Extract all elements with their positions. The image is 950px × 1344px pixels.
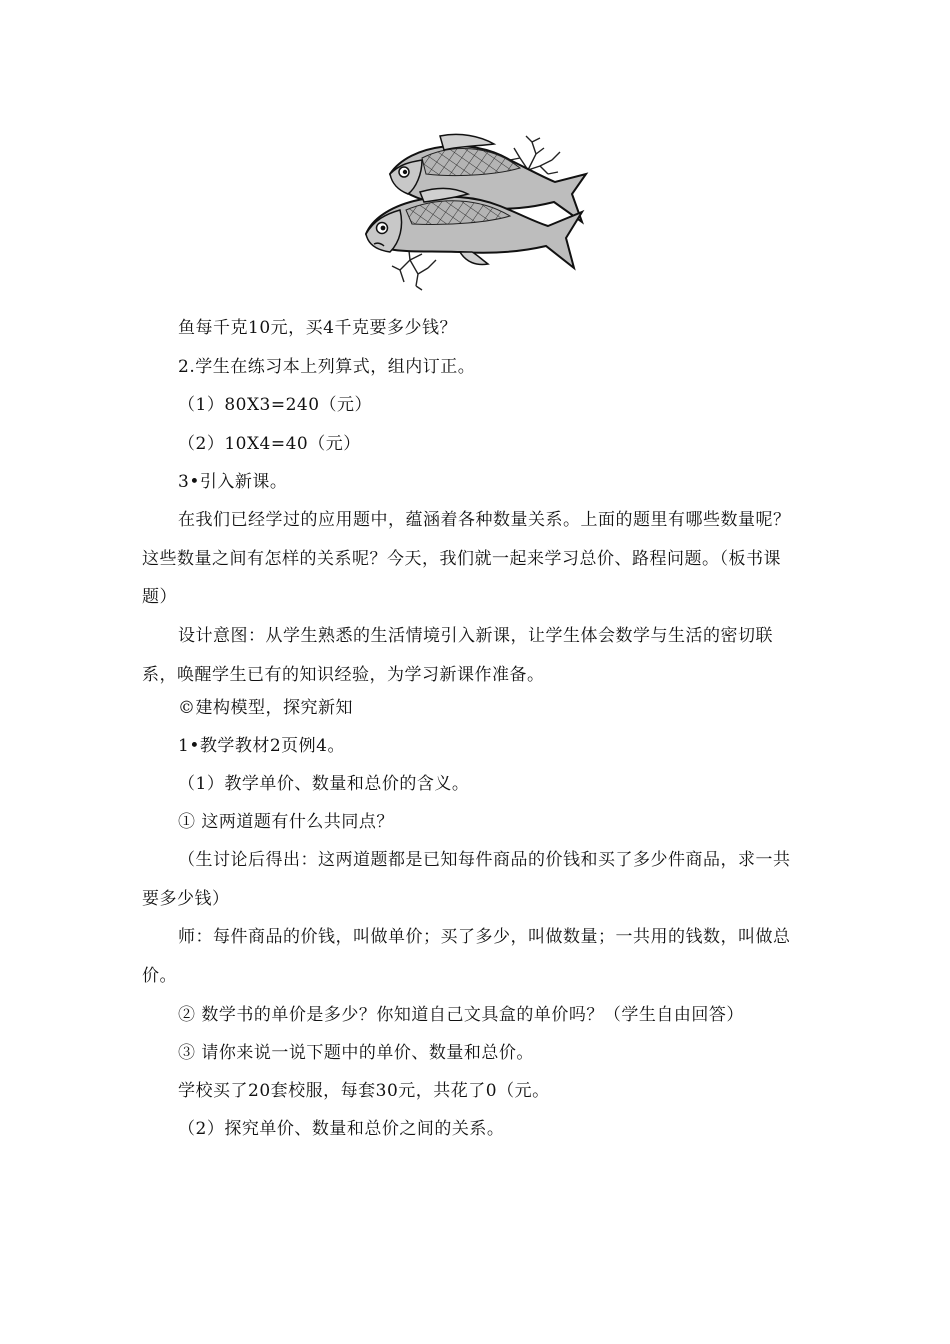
answer-2: （2）10X4=40（元） [178, 434, 361, 454]
section-heading: ©建构模型，探究新知 [178, 698, 353, 718]
question-fish: 鱼每千克10元，买4千克要多少钱？ [178, 318, 457, 338]
subitem-2: （2）探究单价、数量和总价之间的关系。 [178, 1119, 505, 1139]
step-2: 2.学生在练习本上列算式，组内订正。 [178, 357, 476, 377]
subitem-1: （1）教学单价、数量和总价的含义。 [178, 774, 470, 794]
intro-paragraph: 在我们已经学过的应用题中，蕴涵着各种数量关系。上面的题里有哪些数量呢？这些数量之间有怎样的关系呢？今天，我们就一起来学习总价、路程问题。（板书课题） [142, 510, 791, 607]
design-paragraph: 设计意图：从学生熟悉的生活情境引入新课，让学生体会数学与生活的密切联系，唤醒学生已有的知识经验，为学习新课作准备。 [142, 626, 773, 685]
question-2: ② 数学书的单价是多少？你知道自己文具盒的单价吗？（学生自由回答） [178, 1005, 744, 1025]
example-problem: 学校买了20套校服，每套30元，共花了0（元。 [178, 1081, 550, 1101]
teacher-paragraph: 师：每件商品的价钱，叫做单价；买了多少，叫做数量；一共用的钱数，叫做总价。 [142, 927, 791, 986]
question-1: ① 这两道题有什么共同点？ [178, 812, 394, 832]
answer-1: （1）80X3=240（元） [178, 395, 373, 415]
question-3: ③ 请你来说一说下题中的单价、数量和总价。 [178, 1043, 534, 1063]
teach-item-1: 1•教学教材2页例4。 [178, 736, 345, 756]
step-3: 3•引入新课。 [178, 472, 288, 492]
discussion-paragraph: （生讨论后得出：这两道题都是已知每件商品的价钱和买了多少件商品，求一共要多少钱） [142, 850, 791, 909]
